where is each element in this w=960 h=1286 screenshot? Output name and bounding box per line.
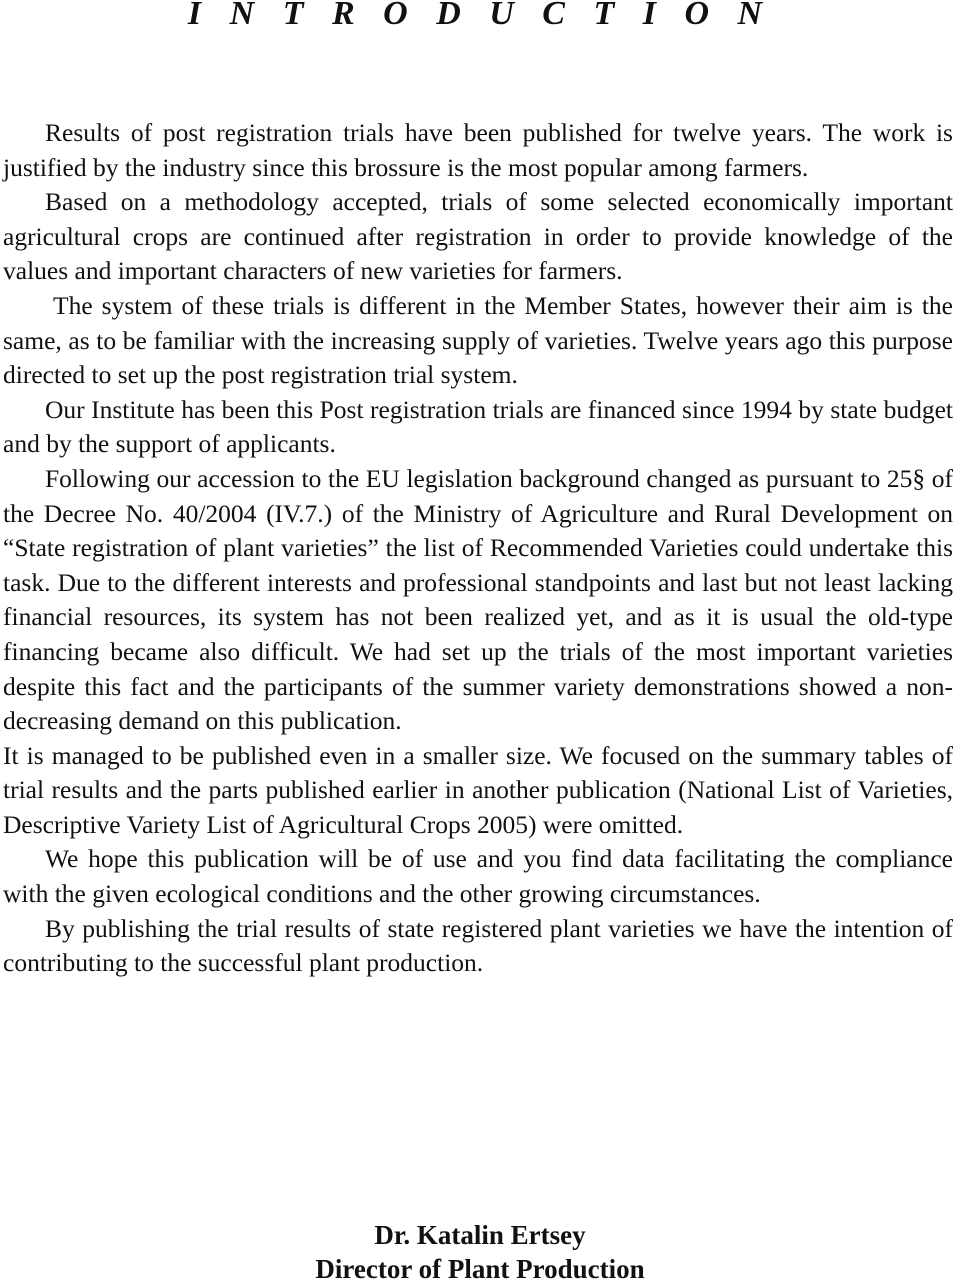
signature-position: Director of Plant Production [315,1254,645,1284]
paragraph-8: By publishing the trial results of state registered plant varieties we have the intention of contributing to the successful plant production. [3,913,953,978]
signature-name: Dr. Katalin Ertsey [374,1220,586,1250]
paragraph-3: The system of these trials is different in the Member States, however their aim is the same, as to be familiar with the increasing supply of varieties. Twelve years ago this purpose directed to set up the post registration trial system. [3,290,953,390]
paragraph-2: Based on a methodology accepted, trials of some selected economically important agricultural crops are continued after registration in order to provide knowledge of the values and important characters of new varieties for farmers. [3,187,953,286]
paragraph-1: Results of post registration trials have been published for twelve years. The work is justified by the industry since this brossure is the most popular among farmers. [3,118,953,182]
paragraph-4: Our Institute has been this Post registration trials are financed since 1994 by state budget and by the support of applicants. [3,394,953,459]
paragraph-6: It is managed to be published even in a smaller size. We focused on the summary tables of trial results and the parts published earlier in another publication (National List of Varieties, Descriptive Variety List of Agricultural Crops 2005) were omitted. [3,740,953,839]
page-title: I N T R O D U C T I O N [187,0,773,32]
paragraph-5: Following our accession to the EU legislation background changed as pursuant to 25§ of the Decree No. 40/2004 (IV.7.) of the Ministry of Agriculture and Rural Development on “State registration of plant varieties” the list of Recommended Varieties could undertake this task. Due to the different interests and professional standpoints and last but not least lacking financial resources, its system has not been realized yet, and as it is usual the old-type financing became also difficult. We had set up the trials of the most important varieties despite this fact and the participants of the summer variety demonstrations showed a non-decreasing demand on this publication. [3,463,953,736]
paragraph-7: We hope this publication will be of use and you find data facilitating the compliance with the given ecological conditions and the other growing circumstances. [3,844,953,909]
document-body [3,116,953,981]
signature-block [0,1218,960,1286]
